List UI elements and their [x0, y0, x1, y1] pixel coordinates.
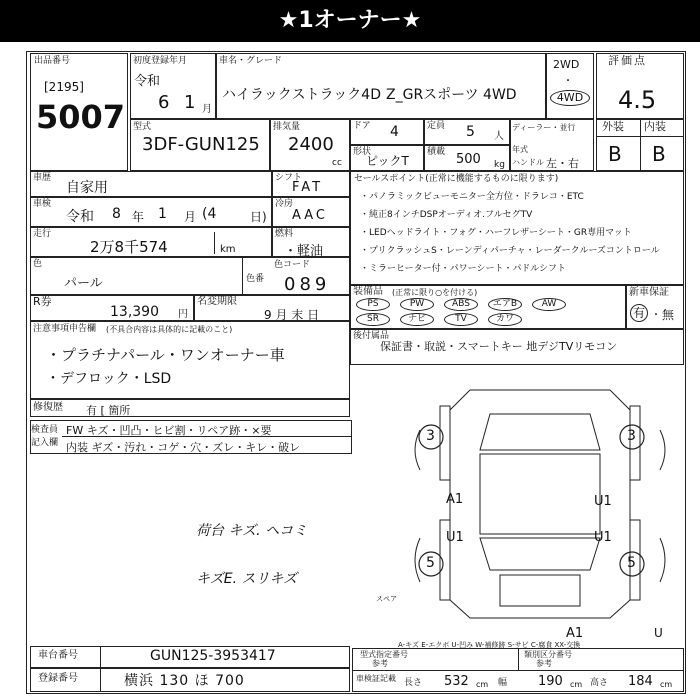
usage-value: 自家用: [66, 180, 108, 196]
drive-4wd: 4WD: [550, 90, 590, 106]
drive-2wd: 2WD: [553, 58, 580, 71]
diagram-mark-3: A1: [446, 492, 464, 507]
inspection-year: 8: [112, 206, 121, 222]
inspection-d: 日): [250, 210, 267, 224]
color-code: 089: [284, 274, 331, 295]
equipment-item: PS: [356, 298, 390, 311]
accessories-label: 後付属品: [353, 331, 390, 341]
year-type-label: 年式: [512, 145, 528, 154]
inspection-day: (4: [202, 206, 217, 222]
sales-point-item: ・LEDヘッドライト・フォグ・ハーフレザーシート・GR専用マット: [360, 228, 632, 238]
displacement-label: 排気量: [273, 122, 301, 132]
first-reg-era: 令和: [134, 74, 161, 89]
shape-value: ピックT: [366, 154, 409, 168]
first-reg-label: 初度登録年月: [133, 56, 188, 66]
notes-item-1: ・プラチナパール・ワンオーナー車: [46, 346, 285, 364]
score-value: 4.5: [618, 86, 657, 114]
dims-width-unit: cm: [570, 680, 583, 689]
first-reg-month-unit: 月: [202, 104, 212, 115]
handwritten-line-1: 荷台 キズ. ヘコミ: [196, 523, 308, 539]
dims-width-label: 幅: [498, 678, 508, 688]
name-change-label: 名変期限: [197, 296, 237, 307]
equipment-item: エアB: [488, 298, 522, 311]
notes-label: 注意事項申告欄: [33, 324, 97, 334]
capacity-label: 定員: [427, 121, 446, 131]
equipment-item: SR: [356, 313, 390, 326]
diagram-mark-7: 5: [426, 555, 435, 571]
plate-label: 登録番号: [38, 673, 78, 684]
equipment-sub: (正常に限り○を付ける): [392, 288, 478, 297]
inspection-era: 令和: [66, 209, 94, 225]
model-value: 3DF-GUN125: [142, 134, 260, 155]
recycle-value: 13,390: [110, 304, 159, 320]
car-label: 車名・グレード: [219, 56, 283, 66]
inspection-m: 月: [184, 210, 197, 224]
diagram-mark-2: 3: [627, 428, 636, 444]
dims-length: 532: [444, 674, 469, 689]
inspector-label-1: 検査員: [31, 425, 59, 435]
inspection-label: 車検: [33, 199, 52, 209]
handle-label: ハンドル: [512, 158, 544, 167]
dims-width: 190: [538, 674, 563, 689]
new-warranty-label: 新車保証: [629, 287, 669, 298]
sales-label: セールスポイント(正常に機能するものに限ります): [354, 174, 559, 184]
int-label: 内装: [644, 120, 666, 133]
ext-grade: B: [608, 142, 622, 166]
equipment-items: [352, 298, 624, 328]
new-warranty-yes: 有: [630, 304, 648, 322]
sales-point-item: ・純正8インチDSPオーディオ.フルセグTV: [360, 210, 533, 220]
score-label: 評価点: [608, 54, 647, 67]
diagram-mark-5: U1: [446, 530, 464, 545]
ac-label: 冷房: [275, 199, 294, 209]
inspection-month: 1: [158, 206, 167, 222]
equipment-item: AW: [532, 298, 566, 311]
ac-value: AAC: [292, 208, 328, 223]
car-diagram: [400, 370, 686, 632]
model-label: 型式: [133, 122, 152, 132]
capacity-value: 5: [466, 124, 475, 140]
dims-inspect-label: 車検証記載: [356, 674, 396, 683]
inspection-y: 年: [132, 210, 145, 224]
equipment-item: TV: [444, 313, 478, 326]
doors-value: 4: [390, 124, 399, 140]
equipment-item: カワ: [488, 313, 522, 326]
accessories-value: 保証書・取説・スマートキー 地デジTVリモコン: [380, 340, 618, 353]
car-grade: Z_GRスポーツ 4WD: [386, 87, 517, 103]
name-change-value: 9 月 末 日: [264, 308, 320, 322]
displacement-value: 2400: [288, 134, 334, 155]
load-unit: kg: [494, 160, 505, 170]
new-warranty-no: 無: [662, 308, 675, 322]
notes-sub: (不具合内容は具体的に記載のこと): [106, 325, 233, 334]
mileage-unit: km: [220, 244, 236, 255]
dims-height-label: 高さ: [590, 678, 609, 688]
repair-box: [30, 399, 350, 417]
handwritten-line-2: キズE. スリキズ: [196, 571, 298, 587]
equipment-item: ABS: [444, 298, 478, 311]
sales-list: [360, 188, 680, 278]
dims-class-ref: 参考: [536, 659, 552, 668]
equipment-label: 装備品: [353, 286, 383, 297]
title-banner: ★1オーナー★: [0, 0, 700, 42]
doors-label: ドア: [353, 121, 371, 131]
dims-height-unit: cm: [660, 680, 673, 689]
mileage-value: 2万8千574: [90, 238, 168, 256]
dims-length-label: 長さ: [404, 678, 423, 688]
int-grade: B: [652, 142, 666, 166]
lot-label: 出品番号: [34, 56, 71, 66]
color-label: 色: [33, 259, 43, 269]
notes-item-2: ・デフロック・LSD: [46, 371, 172, 387]
first-reg-month: 1: [184, 92, 196, 113]
dims-length-unit: cm: [476, 680, 489, 689]
ext-label: 外装: [602, 120, 624, 133]
color-code-label: 色番: [246, 274, 265, 284]
diagram-mark-8: 5: [627, 555, 636, 571]
lot-number: 5007: [36, 98, 126, 136]
new-warranty-sep: ・: [651, 310, 661, 321]
diagram-mark-4: U1: [594, 494, 612, 509]
dims-type-label: 型式指定番号: [360, 650, 408, 659]
color-value: パール: [64, 276, 103, 291]
diagram-mark-9: A1: [566, 626, 584, 641]
usage-label: 車歴: [33, 173, 52, 183]
equipment-item: PW: [400, 298, 434, 311]
chassis-label: 車台番号: [38, 650, 78, 661]
dealer-label: ディーラー・並行: [512, 123, 576, 132]
diagram-mark-6: U1: [594, 530, 612, 545]
shift-label: シフト: [275, 173, 303, 183]
color-code-label2: 色コード: [274, 260, 311, 270]
inspector-row-2: 内装 ギズ・汚れ・コゲ・穴・ズレ・キレ・破レ: [66, 441, 301, 454]
sales-point-item: ・ミラーヒーター付・パワーシート・パドルシフト: [360, 264, 567, 274]
inspector-label-2: 記入欄: [31, 438, 59, 448]
shape-label: 形状: [353, 147, 372, 157]
load-label: 積載: [427, 147, 446, 157]
fuel-value: ・軽油: [284, 244, 324, 259]
diagram-mark-1: 3: [426, 428, 435, 444]
repair-label: 修復歴: [33, 402, 63, 413]
car-name: ハイラックストラック4D: [222, 87, 381, 103]
drive-sep: ・: [563, 76, 573, 87]
dims-type-ref: 参考: [372, 659, 388, 668]
dims-class-label: 類別区分番号: [524, 650, 572, 659]
sales-point-item: ・パノラミックビューモニター全方位・ドラレコ・ETC: [360, 192, 584, 202]
recycle-label: R券: [33, 295, 52, 308]
recycle-unit: 円: [178, 309, 188, 320]
load-value: 500: [456, 152, 481, 167]
handle-value: 左・右: [546, 157, 579, 170]
diagram-legend: A-キズ E-エクボ U-凹み W-補修跡 S-サビ C-腐食 XX-交換: [398, 641, 581, 649]
lot-sub: [2195]: [44, 80, 84, 94]
first-reg-year: 6: [158, 92, 170, 113]
inspector-row-1: FW キズ・凹凸・ヒビ割・リペア跡・×要: [66, 424, 272, 437]
capacity-unit: 人: [494, 131, 504, 142]
diagram-spare: スペア: [376, 595, 397, 603]
dims-height: 184: [628, 674, 653, 689]
shift-value: FAT: [292, 180, 324, 195]
chassis-value: GUN125-3953417: [150, 648, 276, 664]
plate-value: 横浜 130 ほ 700: [124, 673, 245, 689]
diagram-mark-10: U: [654, 626, 663, 640]
repair-value: 有 [ 箇所: [86, 404, 131, 417]
fuel-label: 燃料: [275, 229, 294, 239]
sales-point-item: ・プリクラッシュS・レーンディパーチャ・レーダークルーズコントロール: [360, 246, 660, 256]
mileage-label: 走行: [33, 229, 52, 239]
displacement-unit: cc: [332, 158, 342, 168]
equipment-item: ナビ: [400, 313, 434, 326]
